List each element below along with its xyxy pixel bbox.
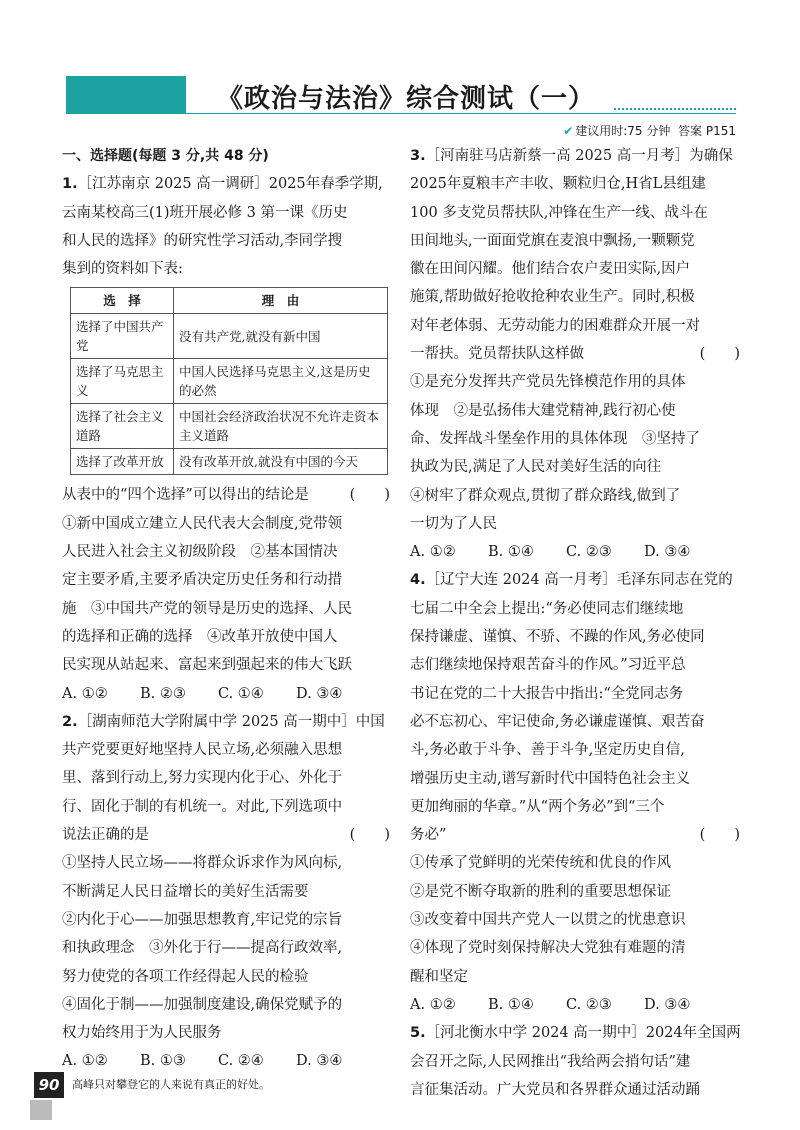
option: C. ②③ <box>566 544 612 561</box>
option: A. ①② <box>62 1053 108 1070</box>
section-heading: 一、选择题(每题 3 分,共 48 分) <box>62 148 269 164</box>
q4-line: 醒和坚定 <box>410 968 468 985</box>
left-column <box>62 142 390 1076</box>
option: D. ③④ <box>644 544 691 561</box>
meta-info <box>563 122 736 139</box>
header-bar <box>66 76 736 116</box>
table-row <box>71 314 388 359</box>
option: D. ③④ <box>296 685 343 702</box>
header-dotted-rule <box>614 108 736 110</box>
answer-bracket: ( ) <box>699 827 740 844</box>
q3-line: 命、发挥战斗堡垒作用的具体体现 ③坚持了 <box>410 430 700 447</box>
table-header: 选 择 <box>71 288 174 314</box>
question-3 <box>410 142 740 566</box>
q2-line: 努力使党的各项工作经得起人民的检验 <box>62 968 309 985</box>
q4-line: 必不忘初心、牢记使命,务必谦虚谨慎、艰苦奋 <box>410 713 705 730</box>
q2-line: ［湖南师范大学附属中学 2025 高一期中］中国 <box>77 713 385 730</box>
q4-options <box>410 991 740 1019</box>
table-cell: 没有共产党,就没有新中国 <box>174 314 388 359</box>
q4-line: 更加绚丽的华章。”从“两个务必”到“三个 <box>410 798 665 815</box>
q3-line: 体现 ②是弘扬伟大建党精神,践行初心使 <box>410 402 676 419</box>
q1-number: 1. <box>62 176 78 193</box>
option: B. ①④ <box>488 544 534 561</box>
q2-line: 里、落到行动上,努力实现内化于心、外化于 <box>62 770 343 787</box>
q1-line: 的选择和正确的选择 ④改革开放使中国人 <box>62 628 338 645</box>
table-cell: 中国人民选择马克思主义,这是历史的必然 <box>174 359 388 404</box>
q1-line: 和人民的选择》的研究性学习活动,李同学搜 <box>62 232 343 249</box>
footer-motto: 高峰只对攀登它的人来说有真正的好处。 <box>72 1078 270 1091</box>
q3-line: ［河南驻马店新蔡一高 2025 高一月考］为确保 <box>425 148 733 164</box>
page-number-shadow <box>30 1100 52 1120</box>
option: C. ②④ <box>218 1053 264 1070</box>
q4-line: ［辽宁大连 2024 高一月考］毛泽东同志在党的 <box>425 572 733 589</box>
q3-line: 对年老体弱、无劳动能力的困难群众开展一对 <box>410 317 700 334</box>
right-column <box>410 142 740 1104</box>
q5-line: 会召开之际,人民网推出“我给两会捎句话”建 <box>410 1053 691 1070</box>
answer-bracket: ( ) <box>699 346 740 363</box>
q2-line: 行、固化于制的有机统一。对此,下列选项中 <box>62 798 343 815</box>
option: A. ①② <box>62 685 108 702</box>
q4-line: ③改变着中国共产党人一以贯之的忧患意识 <box>410 912 686 929</box>
question-2 <box>62 708 390 1076</box>
option: B. ①④ <box>488 996 534 1013</box>
answer-bracket: ( ) <box>349 827 390 844</box>
option: D. ③④ <box>644 996 691 1013</box>
q4-line: ②是党不断夺取新的胜利的重要思想保证 <box>410 883 671 900</box>
q1-line: 从表中的“四个选择”可以得出的结论是 <box>62 487 309 504</box>
q3-line: 100 多支党员帮扶队,冲锋在生产一线、战斗在 <box>410 204 708 221</box>
header-color-block <box>66 76 186 114</box>
q5-line: 言征集活动。广大党员和各界群众通过活动踊 <box>410 1081 700 1098</box>
q2-line: 共产党要更好地坚持人民立场,必须融入思想 <box>62 742 343 759</box>
page-title: 《政治与法治》综合测试（一） <box>216 84 595 114</box>
q2-line: 权力始终用于为人民服务 <box>62 1025 222 1042</box>
table-header: 理 由 <box>174 288 388 314</box>
q4-line: 书记在党的二十大报告中指出:“全党同志务 <box>410 685 684 702</box>
option: D. ③④ <box>296 1053 343 1070</box>
q1-line: ［江苏南京 2025 高一调研］2025年春季学期, <box>77 176 383 193</box>
table-row <box>71 359 388 404</box>
option: A. ①② <box>410 544 456 561</box>
q2-line: 不断满足人民日益增长的美好生活需要 <box>62 883 309 900</box>
header-rule <box>186 113 736 114</box>
q1-options <box>62 680 390 708</box>
q3-line: 一切为了人民 <box>410 515 497 532</box>
table-cell: 选择了社会主义道路 <box>71 404 174 449</box>
option: B. ①③ <box>140 1053 186 1070</box>
q1-line: 集到的资料如下表: <box>62 261 183 278</box>
q1-line: ①新中国成立建立人民代表大会制度,党带领 <box>62 515 343 532</box>
q4-line: 保持谦虚、谨慎、不骄、不躁的作风,务必使同 <box>410 629 705 646</box>
q5-line: ［河北衡水中学 2024 高一期中］2024年全国两 <box>425 1025 741 1042</box>
table-row <box>71 404 388 449</box>
table-row <box>71 449 388 475</box>
q4-line: 增强历史主动,谱写新时代中国特色社会主义 <box>410 770 691 787</box>
answer-bracket: ( ) <box>349 487 390 504</box>
q3-line: ④树牢了群众观点,贯彻了群众路线,做到了 <box>410 487 681 504</box>
q3-options <box>410 538 740 566</box>
q4-number: 4. <box>410 572 426 589</box>
q4-line: ④体现了党时刻保持解决大党独有难题的清 <box>410 940 686 957</box>
q1-line: 民实现从站起来、富起来到强起来的伟大飞跃 <box>62 657 352 674</box>
q4-line: ①传承了党鲜明的光荣传统和优良的作风 <box>410 855 671 872</box>
table-cell: 选择了中国共产党 <box>71 314 174 359</box>
time-label: 建议用时:75 分钟 <box>575 124 671 138</box>
question-5 <box>410 1019 740 1104</box>
q2-line: ④固化于制——加强制度建设,确保党赋予的 <box>62 996 343 1013</box>
question-4 <box>410 566 740 1019</box>
table-cell: 选择了改革开放 <box>71 449 174 475</box>
q4-line: 斗,务必敢于斗争、善于斗争,坚定历史自信, <box>410 742 685 759</box>
table-cell: 中国社会经济政治状况不允许走资本主义道路 <box>174 404 388 449</box>
q2-line: ②内化于心——加强思想教育,牢记党的宗旨 <box>62 911 343 928</box>
q2-line: 说法正确的是 <box>62 827 149 844</box>
answer-label: 答案 P151 <box>678 124 736 138</box>
q2-line: 和执政理念 ③外化于行——提高行政效率, <box>62 940 343 957</box>
q3-line: 徽在田间闪耀。他们结合农户麦田实际,因户 <box>410 261 691 278</box>
question-1 <box>62 170 390 708</box>
q1-line: 人民进入社会主义初级阶段 ②基本国情决 <box>62 544 338 561</box>
option: A. ①② <box>410 996 456 1013</box>
q2-number: 2. <box>62 713 78 730</box>
q1-line: 云南某校高三(1)班开展必修 3 第一课《历史 <box>62 204 348 221</box>
table-cell: 没有改革开放,就没有中国的今天 <box>174 449 388 475</box>
reason-table <box>70 287 388 475</box>
check-icon: ✔ <box>563 124 574 138</box>
q1-line: 施 ③中国共产党的领导是历史的选择、人民 <box>62 600 352 617</box>
q3-line: 田间地头,一面面党旗在麦浪中飘扬,一颗颗党 <box>410 232 695 249</box>
q3-line: 一帮扶。党员帮扶队这样做 <box>410 346 584 363</box>
q5-number: 5. <box>410 1025 426 1042</box>
q3-number: 3. <box>410 148 426 164</box>
option: B. ②③ <box>140 685 186 702</box>
table-cell: 选择了马克思主义 <box>71 359 174 404</box>
page-number: 90 <box>34 1072 64 1098</box>
q3-line: 执政为民,满足了人民对美好生活的向往 <box>410 459 662 476</box>
q4-line: 务必” <box>410 827 447 844</box>
q4-line: 七届二中全会上提出:“务必使同志们继续地 <box>410 600 684 617</box>
q3-line: 2025年夏粮丰产丰收、颗粒归仓,H省L县组建 <box>410 176 706 193</box>
q1-line: 定主要矛盾,主要矛盾决定历史任务和行动措 <box>62 572 343 589</box>
q4-line: 志们继续地保持艰苦奋斗的作风。”习近平总 <box>410 657 686 674</box>
q3-line: 施策,帮助做好抢收抢种农业生产。同时,积极 <box>410 289 695 306</box>
q3-line: ①是充分发挥共产党员先锋模范作用的具体 <box>410 374 686 391</box>
option: C. ①④ <box>218 685 264 702</box>
q2-options <box>62 1047 390 1075</box>
q2-line: ①坚持人民立场——将群众诉求作为风向标, <box>62 855 343 872</box>
option: C. ②③ <box>566 996 612 1013</box>
